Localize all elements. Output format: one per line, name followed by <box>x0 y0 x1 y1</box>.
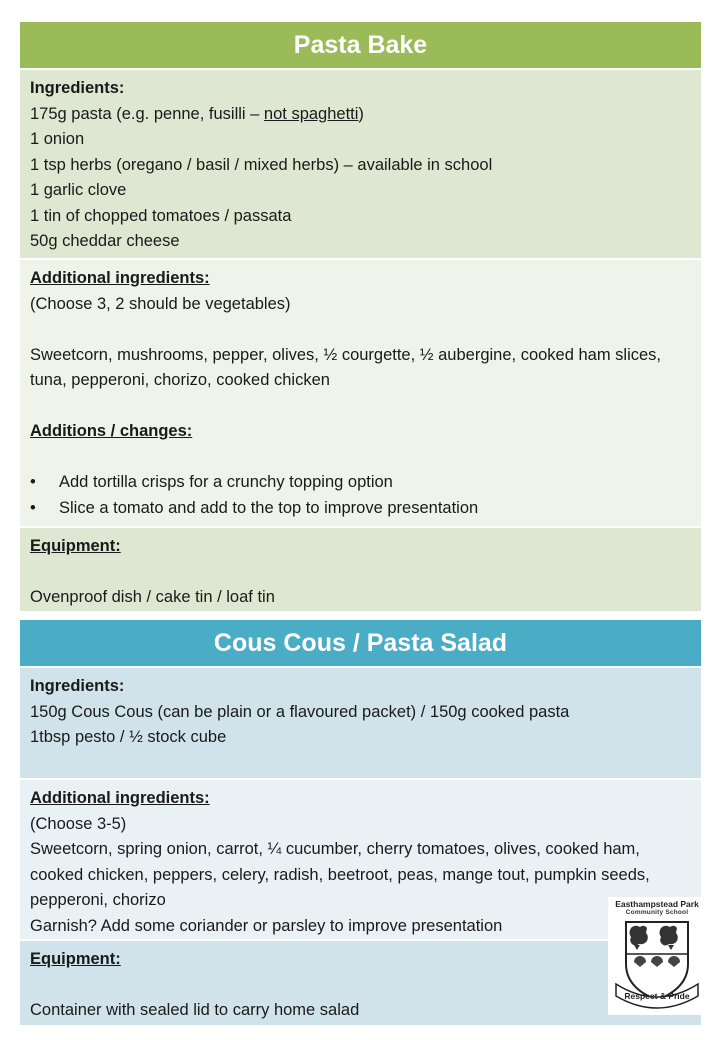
changes-list <box>30 470 691 521</box>
ingredient-item: 1 garlic clove <box>30 181 127 199</box>
pasta-bake-equipment-section <box>20 526 701 611</box>
ingredient-pasta-suffix: ) <box>358 104 364 123</box>
ingredient-pasta <box>30 102 691 128</box>
ingredient-item: 50g cheddar cheese <box>30 232 180 250</box>
not-spaghetti-emphasis: not spaghetti <box>263 104 359 123</box>
additional-ingredients-heading: Additional ingredients: <box>30 789 210 807</box>
school-name: Easthampstead Park <box>615 899 699 909</box>
additional-ingredients-heading: Additional ingredients: <box>30 269 210 287</box>
ingredient-pasta-text: 175g pasta (e.g. penne, fusilli – <box>30 104 264 123</box>
additional-list: Sweetcorn, mushrooms, pepper, olives, ½ courgette, ½ aubergine, cooked ham slices, tuna, pepperoni, chorizo, cooked chicken <box>30 345 662 389</box>
cous-cous-additional-section <box>20 778 701 939</box>
additions-changes-heading: Additions / changes: <box>30 422 193 440</box>
ingredients-heading: Ingredients: <box>30 677 125 695</box>
equipment-text: Container with sealed lid to carry home salad <box>30 1001 360 1019</box>
additional-note: (Choose 3, 2 should be vegetables) <box>30 294 291 313</box>
list-item: • Add tortilla crisps for a crunchy topping option <box>30 470 691 496</box>
school-motto: Respect & Pride <box>624 991 690 1001</box>
pasta-bake-card <box>20 22 701 611</box>
school-subtitle: Community School <box>625 909 689 916</box>
ingredient-item: 1 tsp herbs (oregano / basil / mixed herbs) – available in school <box>30 155 493 174</box>
garnish-text: Garnish? Add some coriander or parsley to improve presentation <box>30 916 503 935</box>
additional-note: (Choose 3-5) <box>30 814 127 833</box>
equipment-text: Ovenproof dish / cake tin / loaf tin <box>30 588 275 606</box>
school-logo <box>608 897 706 1015</box>
additional-list: Sweetcorn, spring onion, carrot, ¼ cucumber, cherry tomatoes, olives, cooked ham, cooked chicken, peppers, celery, radish, beetroot, peas, mange tout, pumpkin seeds, pepperoni, chorizo <box>30 840 650 909</box>
list-item: • Slice a tomato and add to the top to improve presentation <box>30 496 691 522</box>
equipment-heading: Equipment: <box>30 537 121 555</box>
ingredient-item: 1 onion <box>30 130 85 148</box>
ingredients-heading: Ingredients: <box>30 79 125 97</box>
pasta-bake-title: Pasta Bake <box>20 22 701 68</box>
ingredient-item: 1 tin of chopped tomatoes / passata <box>30 206 292 225</box>
ingredient-item: 1tbsp pesto / ½ stock cube <box>30 728 227 746</box>
cous-cous-ingredients-section <box>20 666 701 778</box>
cous-cous-card <box>20 620 701 1025</box>
school-crest-icon <box>612 918 702 1010</box>
ingredient-item: 150g Cous Cous (can be plain or a flavoured packet) / 150g cooked pasta <box>30 702 570 721</box>
pasta-bake-additional-section <box>20 258 701 526</box>
pasta-bake-ingredients-section <box>20 68 701 258</box>
cous-cous-equipment-section <box>20 939 701 1025</box>
equipment-heading: Equipment: <box>30 950 121 968</box>
cous-cous-title: Cous Cous / Pasta Salad <box>20 620 701 666</box>
